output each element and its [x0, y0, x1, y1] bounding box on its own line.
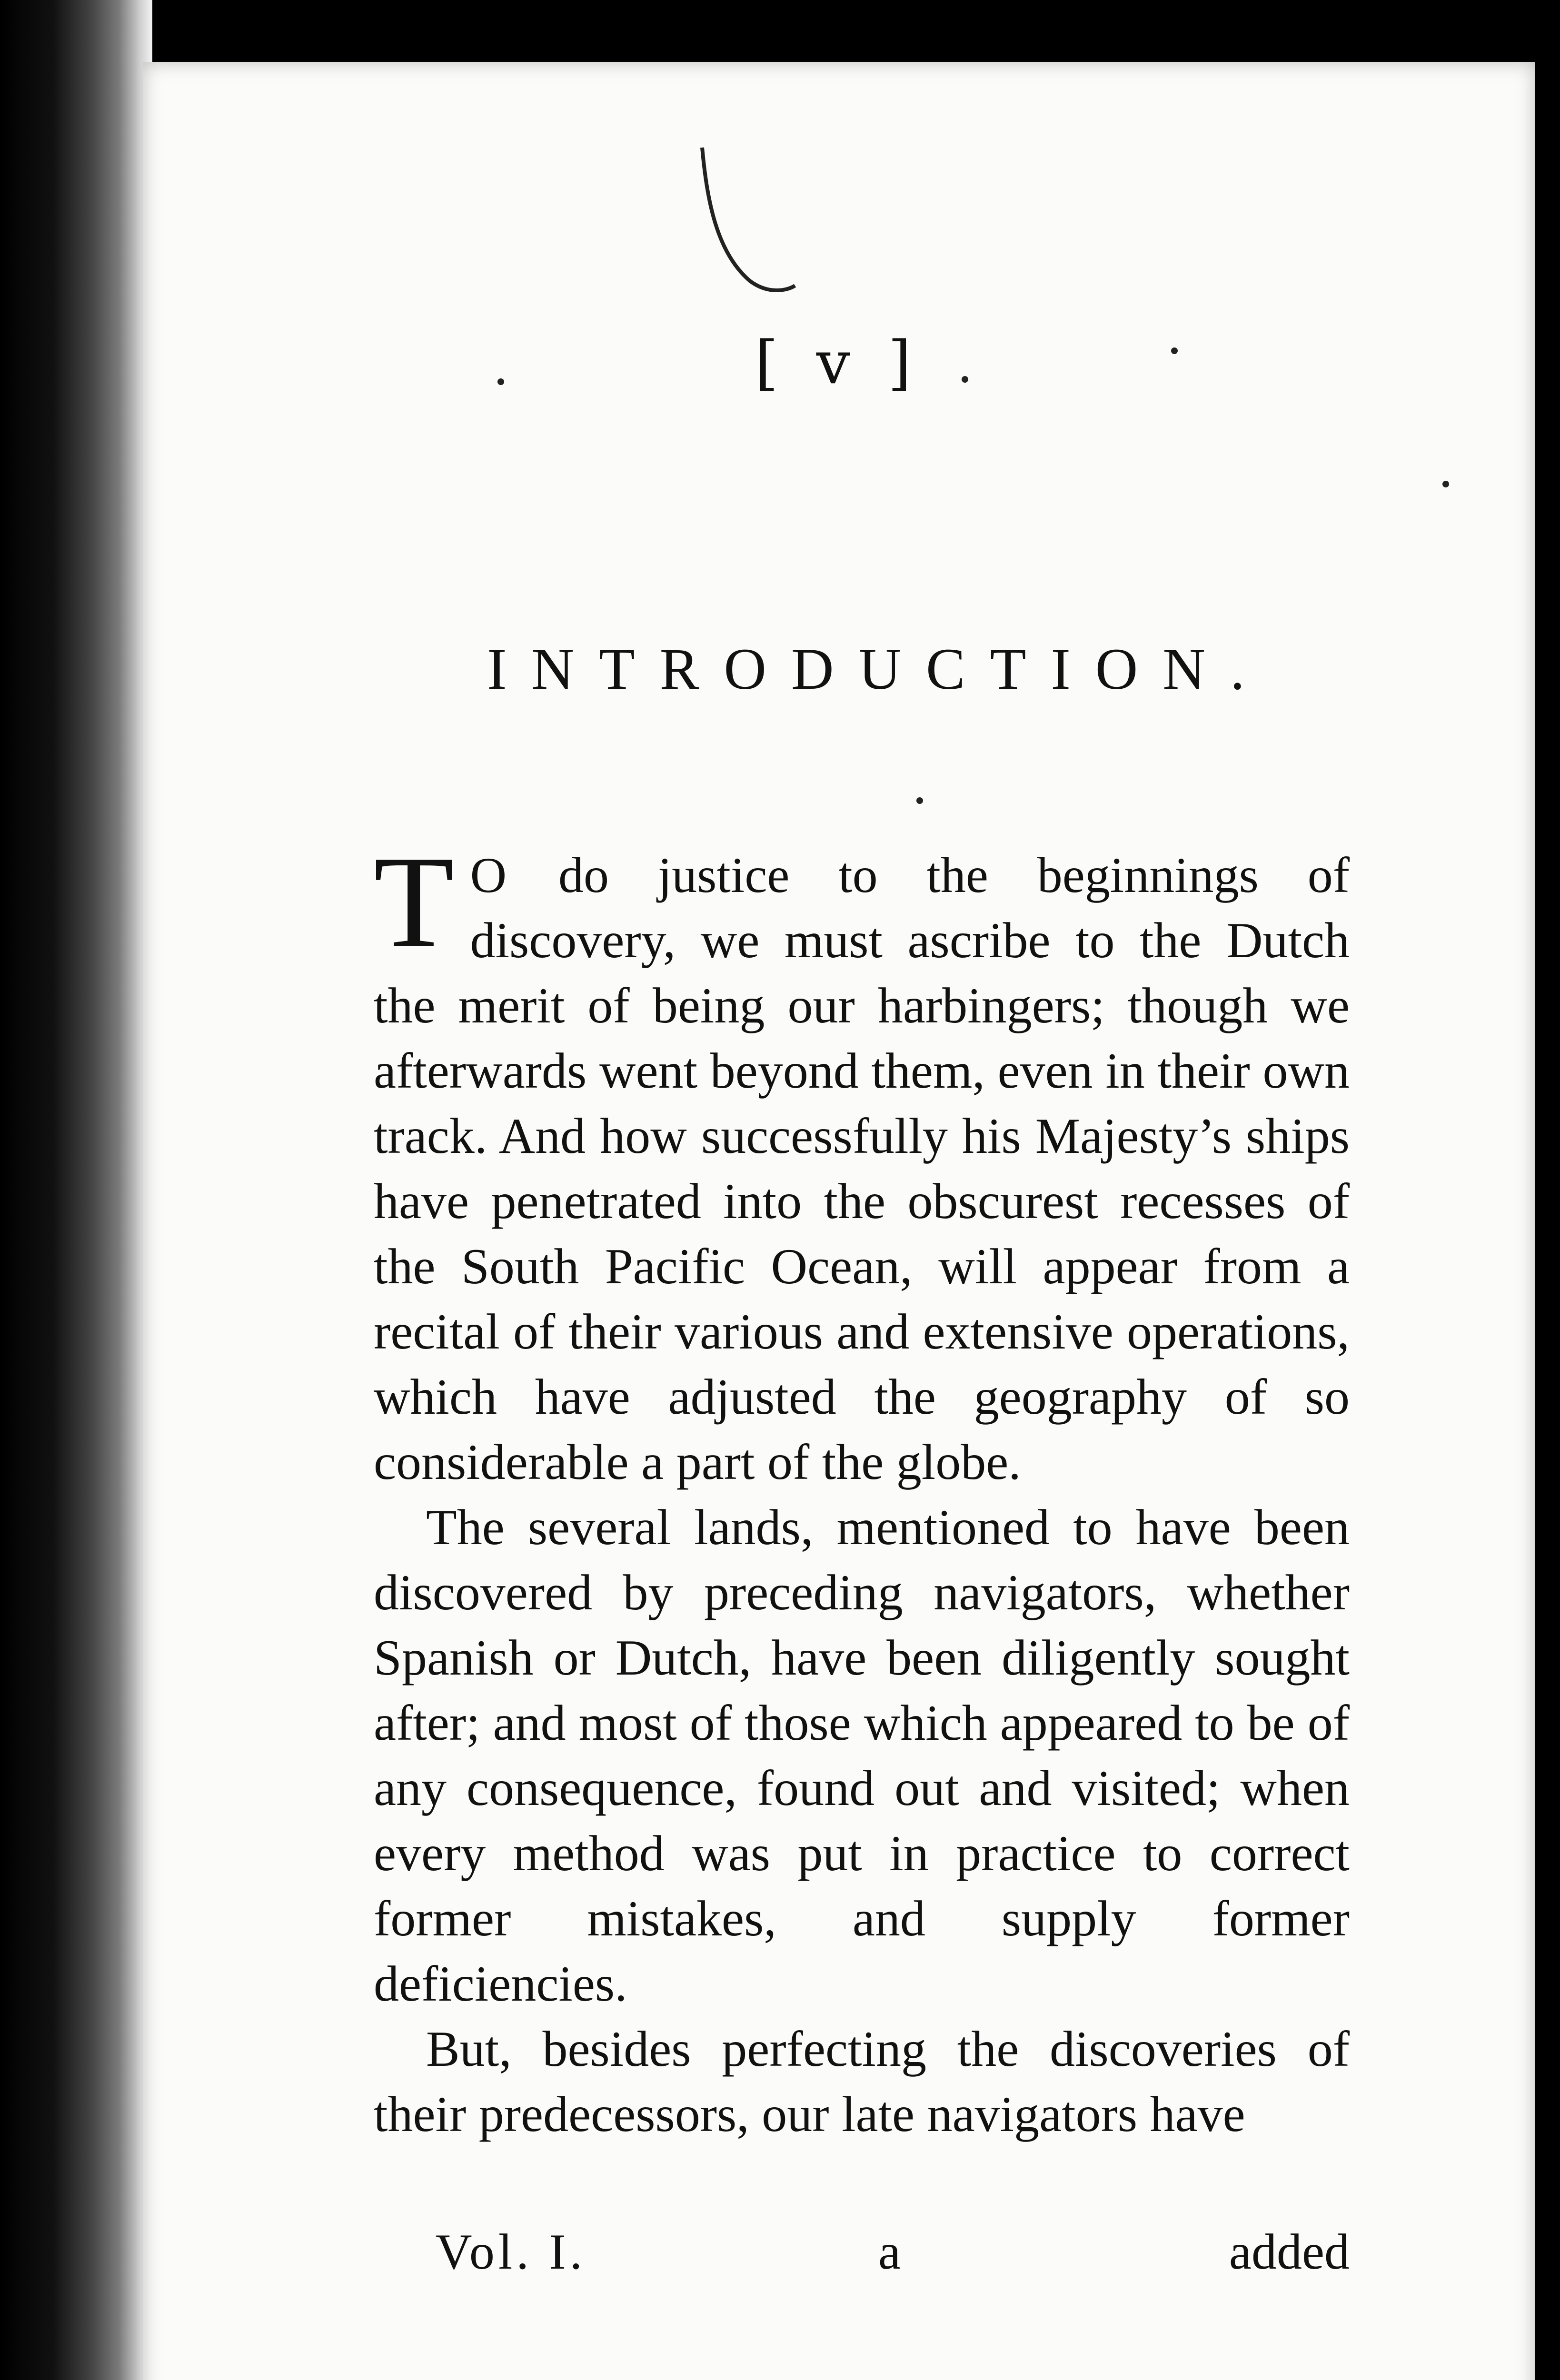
ink-speck	[962, 376, 968, 383]
page-footer	[436, 2223, 1350, 2290]
ink-speck	[497, 378, 504, 385]
drop-cap: T	[374, 829, 454, 974]
signature-mark: a	[878, 2224, 901, 2280]
pencil-mark	[697, 143, 802, 300]
ink-speck	[1442, 481, 1449, 487]
paragraph-1	[374, 829, 1350, 1495]
first-word-rest: O	[470, 847, 510, 903]
catchword: added	[1229, 2224, 1350, 2280]
volume-label: Vol. I.	[436, 2224, 586, 2280]
page-folio: [ v ]	[755, 328, 921, 397]
ink-speck	[1171, 347, 1178, 354]
paragraph-3: But, besides perfecting the discoveries of their predecessors, our late navigators have	[374, 2021, 1350, 2142]
book-page	[143, 62, 1535, 2380]
ink-speck	[916, 797, 923, 804]
body-text	[374, 829, 1350, 2147]
section-heading: INTRODUCTION.	[487, 636, 1270, 702]
paragraph-2: The several lands, mentioned to have been discovered by preceding navigators, whether Spanish or Dutch, have been diligently sought after; and most of those which appeared to be of any consequence, found out and visited; when every method was put in practice to correct former mistakes, and supply former deficiencies.	[374, 1499, 1350, 2012]
paragraph-1-text: do justice to the beginnings of discovery, we must ascribe to the Dutch the merit of being our harbingers; though we afterwards went beyond them, even in their own track. And how successfully his Majesty’s ships have penetrated into the obscurest recesses of the South Pacific Ocean, will appear from a recital of their various and extensive operations, which have adjusted the geography of so considerable a part of the globe.	[374, 847, 1350, 1490]
binding-gutter	[0, 0, 152, 2380]
